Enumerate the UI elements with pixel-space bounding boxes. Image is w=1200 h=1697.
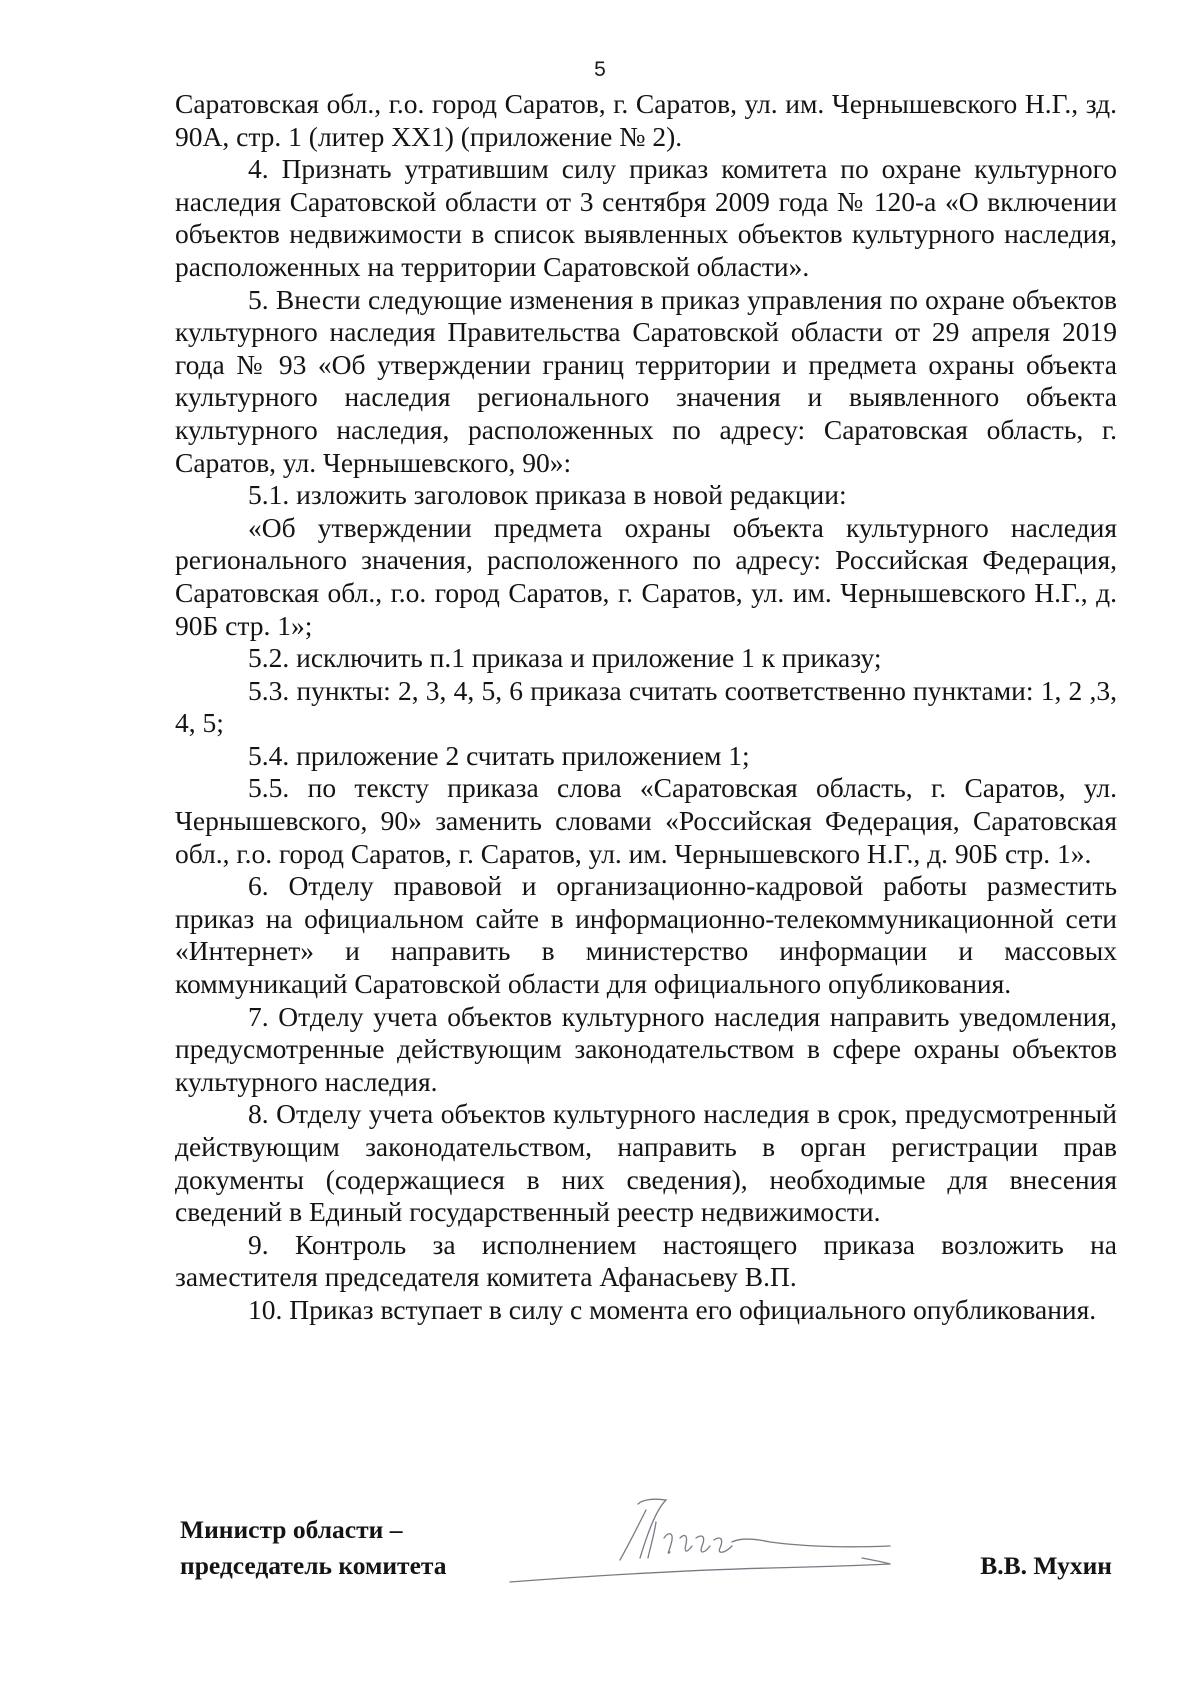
- document-body: [175, 88, 1117, 1327]
- paragraph-item-5-2: 5.2. исключить п.1 приказа и приложение 1 к приказу;: [248, 642, 882, 674]
- signatory-name: В.В. Мухин: [980, 1551, 1112, 1580]
- handwritten-signature-icon: [470, 1492, 930, 1592]
- page-number: 5: [594, 58, 606, 81]
- signatory-title-line-2: председатель комитета: [180, 1551, 447, 1580]
- paragraph-item-5-1: 5.1. изложить заголовок приказа в новой редакции:: [248, 479, 847, 511]
- paragraph-item-8: 8. Отделу учета объектов культурного наследия в срок, предусмотренный действующим законодательством, направить в орган регистрации прав документы (содержащиеся в них сведения), необходимые для внесения сведений в Единый государственный реестр недвижимости.: [175, 1098, 1117, 1228]
- paragraph-item-5-5: 5.5. по тексту приказа слова «Саратовская область, г. Саратов, ул. Чернышевского, 90» заменить словами «Российская Федерация, Саратовская обл., г.о. город Саратов, г. Саратов, ул. им. Чернышевского Н.Г., д. 90Б стр. 1».: [175, 772, 1117, 869]
- paragraph-continuation: Саратовская обл., г.о. город Саратов, г. Саратов, ул. им. Чернышевского Н.Г., зд. 90А, стр. 1 (литер ХХ1) (приложение № 2).: [175, 88, 1117, 152]
- signatory-title: [180, 1512, 446, 1584]
- paragraph-item-4: 4. Признать утратившим силу приказ комитета по охране культурного наследия Саратовской области от 3 сентября 2009 года № 120-а «О включении объектов недвижимости в список выявленных объектов культурного наследия, расположенных на территории Саратовской области».: [175, 153, 1117, 282]
- paragraph-item-5: 5. Внести следующие изменения в приказ управления по охране объектов культурного наследия Правительства Саратовской области от 29 апреля 2019 года № 93 «Об утверждении границ территории и предмета охраны объекта культурного наследия регионального значения и выявленного объекта культурного наследия, расположенных по адресу: Саратовская область, г. Саратов, ул. Чернышевского, 90»:: [175, 283, 1117, 478]
- paragraph-new-title: «Об утверждении предмета охраны объекта культурного наследия регионального значения, расположенного по адресу: Российская Федерация, Саратовская обл., г.о. город Саратов, г. Саратов, ул. им. Чернышевского Н.Г., д. 90Б стр. 1»;: [175, 511, 1117, 641]
- paragraph-item-10: 10. Приказ вступает в силу с момента его официального опубликования.: [248, 1293, 1097, 1325]
- paragraph-item-7: 7. Отделу учета объектов культурного наследия направить уведомления, предусмотренные действующим законодательством в сфере охраны объектов культурного наследия.: [175, 1000, 1117, 1097]
- signatory-title-line-1: Министр области –: [180, 1515, 403, 1544]
- paragraph-item-9: 9. Контроль за исполнением настоящего приказа возложить на заместителя председателя комитета Афанасьеву В.П.: [175, 1228, 1117, 1293]
- paragraph-item-5-3: 5.3. пункты: 2, 3, 4, 5, 6 приказа считать соответственно пунктами: 1, 2 ,3, 4, 5;: [175, 674, 1117, 739]
- paragraph-item-6: 6. Отделу правовой и организационно-кадровой работы разместить приказ на официальном сайте в информационно-телекоммуникационной сети «Интернет» и направить в министерство информации и массовых коммуникаций Саратовской области для официального опубликования.: [175, 870, 1117, 1000]
- paragraph-item-5-4: 5.4. приложение 2 считать приложением 1;: [248, 739, 750, 771]
- signature-block: [180, 1512, 1120, 1592]
